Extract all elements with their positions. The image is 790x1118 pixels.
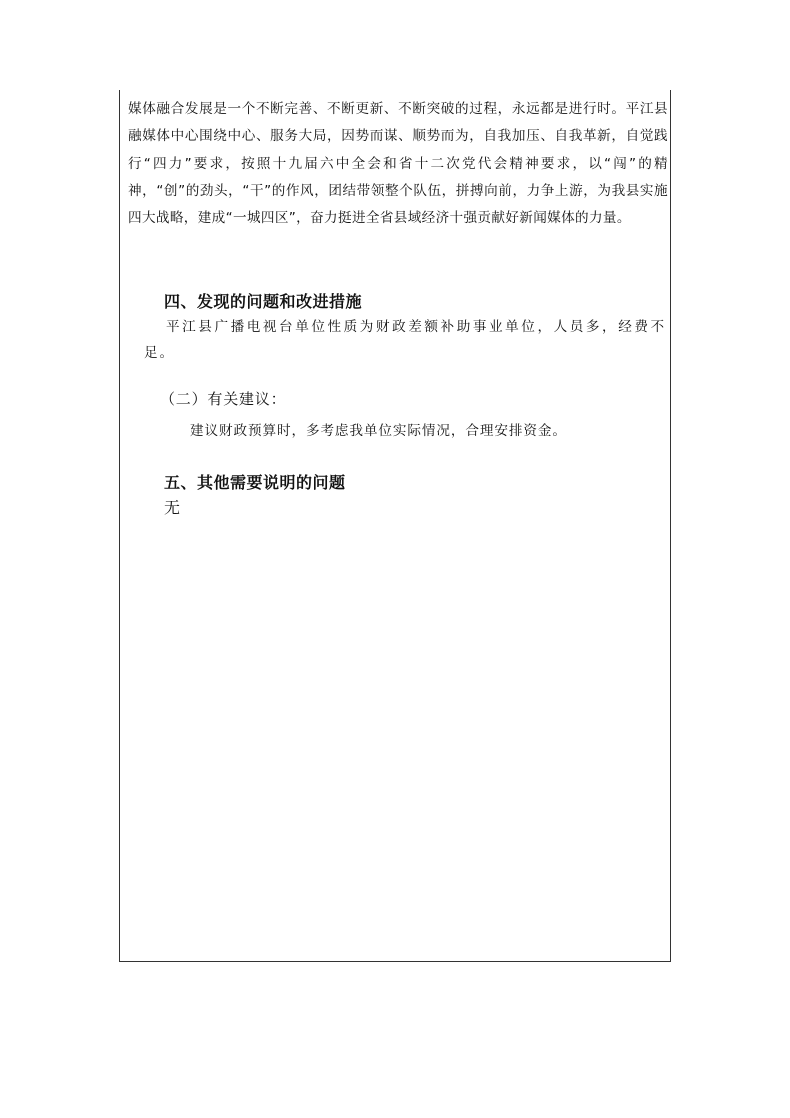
media-integration-paragraph: 媒体融合发展是一个不断完善、不断更新、不断突破的过程，永远都是进行时。平江县融媒体中心围绕中心、服务大局，因势而谋、顺势而为，自我加压、自我革新，自觉践行“四力”要求，按照十九届六中全会和省十二次党代会精神要求，以“闯”的精神，“创”的劲头，“干”的作风，团结带领整个队伍，拼搏向前，力争上游，为我县实施四大战略，建成“一城四区”，奋力挺进全省县域经济十强贡献好新闻媒体的力量。: [128, 101, 668, 227]
section-4-heading: 四、发现的问题和改进措施: [164, 292, 363, 311]
suggestion-text: 建议财政预算时，多考虑我单位实际情况，合理安排资金。: [190, 423, 567, 439]
section-5-heading: 五、其他需要说明的问题: [164, 473, 346, 492]
section-5-content: 无: [164, 498, 181, 517]
problem-description: 平江县广播电视台单位性质为财政差额补助事业单位，人员多，经费不足。: [144, 319, 666, 361]
suggestions-subheading: （二）有关建议：: [160, 390, 287, 408]
